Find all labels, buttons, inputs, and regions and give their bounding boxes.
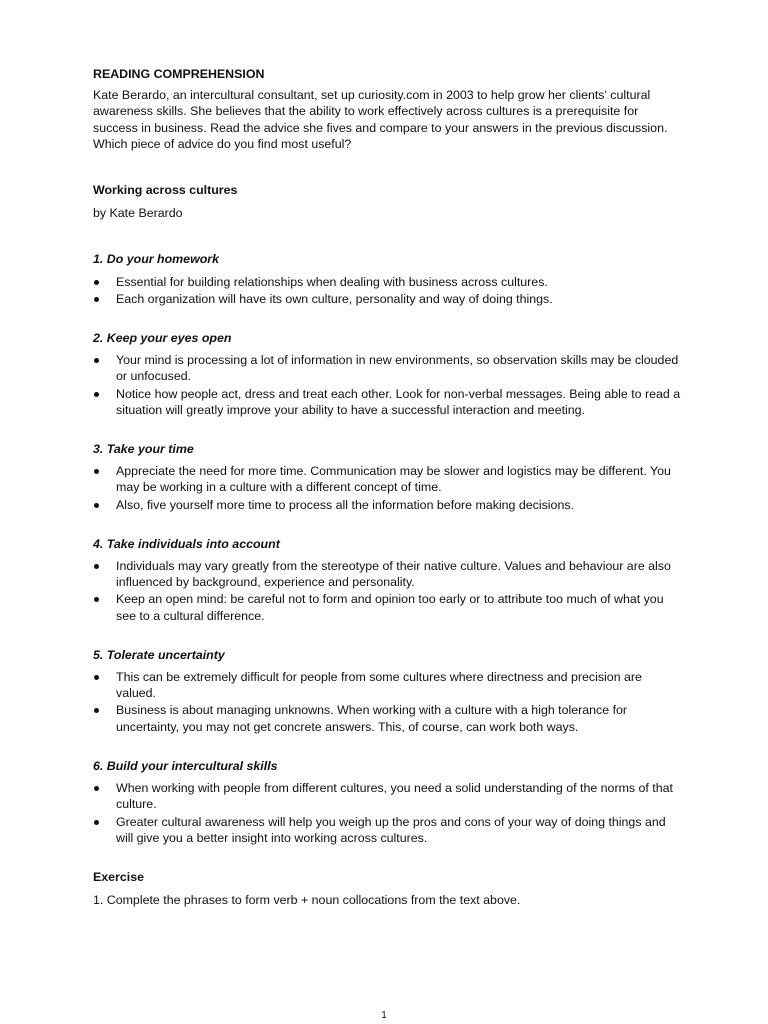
bullet-icon <box>94 297 99 302</box>
article-byline: by Kate Berardo <box>93 206 183 221</box>
section-2 <box>93 330 683 418</box>
section-5 <box>93 647 683 735</box>
list-item: When working with people from different cultures, you need a solid understanding of the norms of that culture. <box>93 780 683 812</box>
list-item: Individuals may vary greatly from the stereotype of their native culture. Values and behaviour are also influenced by background, experience and personality. <box>93 558 683 590</box>
bullet-list <box>93 274 683 307</box>
page-number: 1 <box>381 1010 387 1021</box>
list-item: Appreciate the need for more time. Communication may be slower and logistics may be different. You may be working in a culture with a different concept of time. <box>93 463 683 495</box>
bullet-list <box>93 463 683 513</box>
bullet-list <box>93 352 683 418</box>
bullet-icon <box>94 786 99 791</box>
exercise-title: Exercise <box>93 869 144 884</box>
list-item: Greater cultural awareness will help you weigh up the pros and cons of your way of doing things and will give you a better insight into working across cultures. <box>93 814 683 846</box>
bullet-list <box>93 558 683 624</box>
bullet-icon <box>94 820 99 825</box>
bullet-icon <box>94 708 99 713</box>
exercise-instruction: 1. Complete the phrases to form verb + noun collocations from the text above. <box>93 893 521 908</box>
document-title: READING COMPREHENSION <box>93 67 265 81</box>
bullet-icon <box>94 675 99 680</box>
bullet-icon <box>94 564 99 569</box>
bullet-icon <box>94 358 99 363</box>
bullet-list <box>93 780 683 846</box>
intro-paragraph: Kate Berardo, an intercultural consultant, set up curiosity.com in 2003 to help grow her clients' cultural awareness skills. She believes that the ability to work effectively across cultures is a prerequisite for success in business. Read the advice she fives and compare to your answers in the previous discussion. Which piece of advice do you find most useful? <box>93 88 668 151</box>
bullet-icon <box>94 280 99 285</box>
list-item: This can be extremely difficult for people from some cultures where directness and precision are valued. <box>93 669 683 701</box>
list-item: Business is about managing unknowns. When working with a culture with a high tolerance for uncertainty, you may not get concrete answers. This, of course, can work both ways. <box>93 702 683 734</box>
section-title: 3. Take your time <box>93 442 194 457</box>
bullet-icon <box>94 597 99 602</box>
section-title: 4. Take individuals into account <box>93 536 280 551</box>
section-1 <box>93 251 683 307</box>
section-title: 1. Do your homework <box>93 252 219 267</box>
list-item: Also, five yourself more time to process all the information before making decisions. <box>93 497 683 513</box>
bullet-list <box>93 669 683 735</box>
article-title: Working across cultures <box>93 183 238 198</box>
section-title: 2. Keep your eyes open <box>93 331 232 346</box>
bullet-icon <box>94 503 99 508</box>
list-item: Each organization will have its own culture, personality and way of doing things. <box>93 291 683 307</box>
section-3 <box>93 441 683 513</box>
section-title: 5. Tolerate uncertainty <box>93 647 225 662</box>
section-4 <box>93 536 683 624</box>
document-page <box>93 66 683 908</box>
bullet-icon <box>94 392 99 397</box>
section-6 <box>93 758 683 846</box>
list-item: Essential for building relationships when dealing with business across cultures. <box>93 274 683 290</box>
bullet-icon <box>94 469 99 474</box>
section-title: 6. Build your intercultural skills <box>93 758 278 773</box>
list-item: Notice how people act, dress and treat each other. Look for non-verbal messages. Being able to read a situation will greatly improve your ability to have a successful interaction and meeting. <box>93 386 683 418</box>
list-item: Keep an open mind: be careful not to form and opinion too early or to attribute too much of what you see to a cultural difference. <box>93 591 683 623</box>
list-item: Your mind is processing a lot of information in new environments, so observation skills may be clouded or unfocused. <box>93 352 683 384</box>
